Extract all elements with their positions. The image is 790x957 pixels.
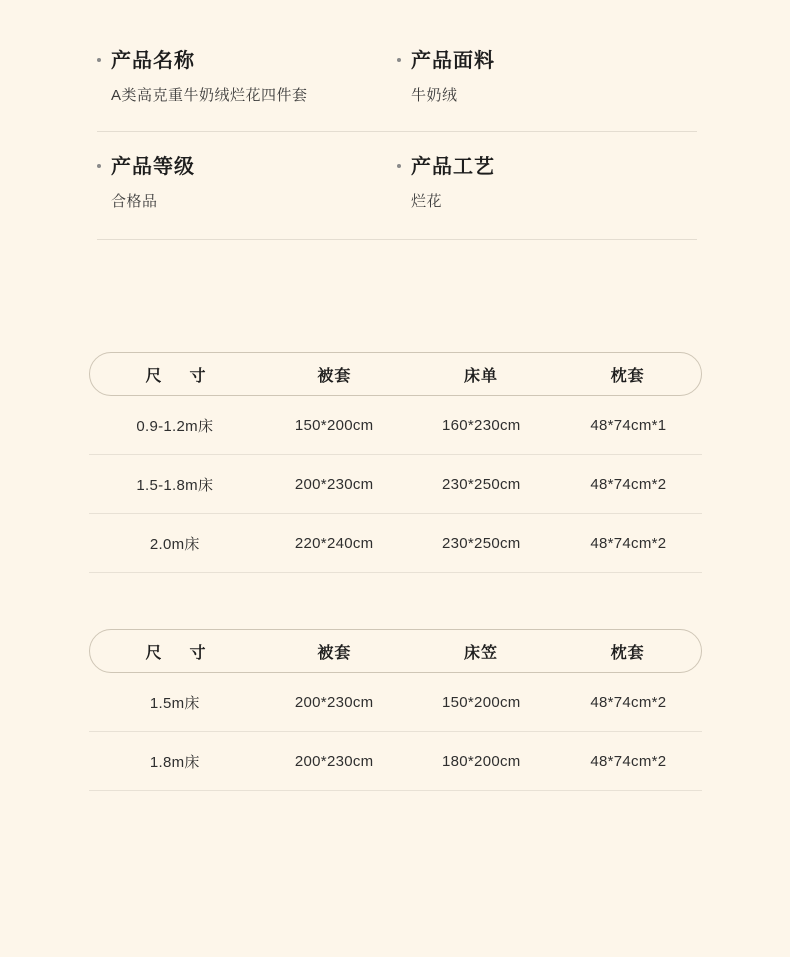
spec-label xyxy=(97,150,397,179)
cell-pillowcase: 48*74cm*1 xyxy=(590,416,667,434)
spec-label xyxy=(397,44,697,73)
cell-size: 1.8m床 xyxy=(149,753,200,771)
spec-label-text: 产品等级 xyxy=(111,156,195,178)
cell-duvet-cover: 200*230cm xyxy=(294,752,374,770)
spec-label-text: 产品名称 xyxy=(111,50,195,72)
spec-item-fabric xyxy=(397,44,697,115)
spec-label xyxy=(397,150,697,179)
spec-value-text: 烂花 xyxy=(411,193,443,210)
cell-size: 1.5-1.8m床 xyxy=(136,476,214,494)
column-header-size: 尺 寸 xyxy=(145,367,212,385)
spec-row xyxy=(97,44,697,115)
bullet-icon xyxy=(97,164,101,168)
spec-item-product-name xyxy=(97,44,397,115)
cell-duvet-cover: 220*240cm xyxy=(294,534,374,552)
cell-pillowcase: 48*74cm*2 xyxy=(590,475,667,493)
spec-label-text: 产品工艺 xyxy=(411,156,495,178)
table-header-row xyxy=(89,629,702,673)
spec-label-text: 产品面料 xyxy=(411,50,495,72)
size-table-quilt-cover-sheet xyxy=(89,352,702,573)
table-row xyxy=(89,396,702,455)
divider xyxy=(97,239,697,240)
column-header-fitted-sheet: 床笠 xyxy=(464,644,499,662)
table-row xyxy=(89,732,702,791)
column-header-duvet-cover: 被套 xyxy=(317,644,352,662)
cell-fitted-sheet: 150*200cm xyxy=(441,693,521,711)
table-row xyxy=(89,514,702,573)
spec-item-grade xyxy=(97,150,397,221)
cell-size: 2.0m床 xyxy=(149,535,200,553)
cell-pillowcase: 48*74cm*2 xyxy=(590,693,667,711)
divider xyxy=(97,131,697,132)
cell-fitted-sheet: 180*200cm xyxy=(441,752,521,770)
cell-duvet-cover: 200*230cm xyxy=(294,693,374,711)
size-table-quilt-cover-fitted-sheet xyxy=(89,629,702,791)
cell-size: 0.9-1.2m床 xyxy=(136,417,214,435)
column-header-bed-sheet: 床单 xyxy=(464,367,499,385)
spec-row xyxy=(97,150,697,221)
bullet-icon xyxy=(397,164,401,168)
spec-value-text: 合格品 xyxy=(111,193,158,210)
product-spec-section xyxy=(97,44,697,240)
table-header-row xyxy=(89,352,702,396)
cell-duvet-cover: 200*230cm xyxy=(294,475,374,493)
bullet-icon xyxy=(97,58,101,62)
cell-size: 1.5m床 xyxy=(149,694,200,712)
cell-bed-sheet: 230*250cm xyxy=(441,534,521,552)
table-row xyxy=(89,455,702,514)
table-row xyxy=(89,673,702,732)
spec-value-text: 牛奶绒 xyxy=(411,87,458,104)
column-header-duvet-cover: 被套 xyxy=(317,367,352,385)
spec-item-craft xyxy=(397,150,697,221)
column-header-pillowcase: 枕套 xyxy=(610,367,645,385)
bullet-icon xyxy=(397,58,401,62)
cell-pillowcase: 48*74cm*2 xyxy=(590,534,667,552)
spec-value-text: A类高克重牛奶绒烂花四件套 xyxy=(111,87,308,104)
cell-bed-sheet: 230*250cm xyxy=(441,475,521,493)
spec-label xyxy=(97,44,397,73)
column-header-size: 尺 寸 xyxy=(145,644,212,662)
cell-pillowcase: 48*74cm*2 xyxy=(590,752,667,770)
cell-bed-sheet: 160*230cm xyxy=(441,416,521,434)
column-header-pillowcase: 枕套 xyxy=(610,644,645,662)
cell-duvet-cover: 150*200cm xyxy=(294,416,374,434)
